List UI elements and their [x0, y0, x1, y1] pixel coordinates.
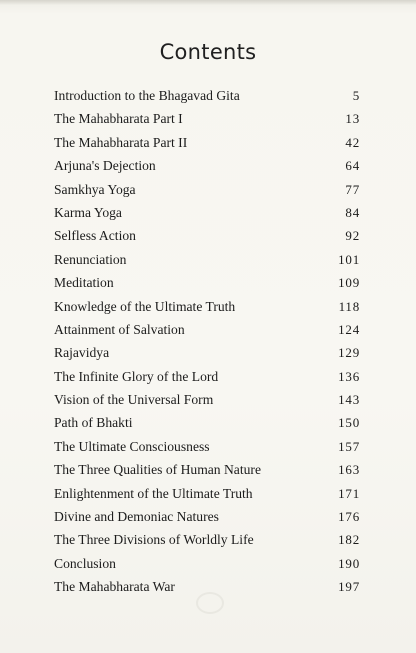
toc-entry-page: 101	[338, 251, 360, 267]
toc-entry-page: 64	[345, 158, 360, 174]
toc-entry-title: Divine and Demoniac Natures	[54, 509, 219, 525]
toc-entry-title: The Infinite Glory of the Lord	[54, 368, 219, 384]
page-title: Contents	[159, 40, 257, 64]
toc-entry	[54, 154, 360, 177]
toc-entry	[54, 178, 360, 201]
toc-entry-page: 176	[338, 509, 360, 525]
toc-entry	[54, 528, 360, 551]
toc-entry-page: 163	[338, 462, 360, 478]
toc-entry-page: 118	[338, 298, 360, 314]
toc-entry-page: 124	[338, 321, 360, 337]
toc-entry	[54, 575, 360, 598]
toc-entry-page: 77	[345, 181, 360, 197]
toc-entry-page: 150	[338, 415, 360, 431]
toc-entry-page: 13	[345, 111, 360, 127]
toc-entry	[54, 435, 360, 458]
toc-entry-title: Conclusion	[54, 555, 116, 571]
toc-entry-title: Attainment of Salvation	[54, 321, 185, 337]
toc-entry-title: Enlightenment of the Ultimate Truth	[54, 485, 253, 501]
toc-entry-title: Knowledge of the Ultimate Truth	[54, 298, 236, 314]
toc-entry-title: Arjuna's Dejection	[54, 158, 156, 174]
toc-entry	[54, 388, 360, 411]
toc-entry-page: 42	[345, 134, 360, 150]
toc-entry-page: 171	[338, 485, 360, 501]
toc-entry-title: Renunciation	[54, 251, 127, 267]
toc-entry-page: 157	[338, 438, 360, 454]
toc-entry	[54, 318, 360, 341]
toc-entry-page: 190	[338, 555, 360, 571]
toc-entry	[54, 248, 360, 271]
toc-entry	[54, 505, 360, 528]
toc-entry-title: The Mahabharata Part I	[54, 111, 183, 127]
toc-entry	[54, 201, 360, 224]
toc-entry	[54, 271, 360, 294]
toc-entry	[54, 131, 360, 154]
toc-entry-title: Introduction to the Bhagavad Gita	[54, 88, 240, 103]
toc-entry-title: The Mahabharata Part II	[54, 134, 188, 150]
toc-entry-title: Path of Bhakti	[54, 415, 133, 431]
toc-entry	[54, 411, 360, 434]
toc-entry-page: 136	[338, 368, 360, 384]
toc-entry-title: The Mahabharata War	[54, 579, 175, 595]
toc-entry-title: The Three Qualities of Human Nature	[54, 462, 261, 478]
toc-entry-title: The Three Divisions of Worldly Life	[54, 532, 254, 548]
page-top-shadow	[0, 0, 416, 5]
toc-entry-title: The Ultimate Consciousness	[54, 438, 210, 454]
toc-entry-title: Rajavidya	[54, 345, 110, 361]
toc-entry	[54, 224, 360, 247]
toc-entry	[54, 365, 360, 388]
toc-entry-page: 197	[338, 579, 360, 595]
toc-entry	[54, 458, 360, 481]
toc-entry-page: 182	[338, 532, 360, 548]
toc-entry	[54, 552, 360, 575]
toc-entry-title: Meditation	[54, 275, 114, 291]
toc-entry	[54, 107, 360, 130]
toc-entry	[54, 84, 360, 107]
table-of-contents	[54, 84, 360, 599]
toc-entry-page: 109	[338, 275, 360, 291]
toc-entry-page: 5	[352, 88, 360, 103]
toc-entry-page: 84	[345, 204, 360, 220]
toc-entry	[54, 482, 360, 505]
toc-entry	[54, 295, 360, 318]
toc-entry	[54, 341, 360, 364]
toc-entry-title: Selfless Action	[54, 228, 136, 244]
toc-entry-page: 92	[345, 228, 360, 244]
toc-entry-page: 129	[338, 345, 360, 361]
toc-entry-title: Vision of the Universal Form	[54, 392, 214, 408]
toc-entry-page: 143	[338, 392, 360, 408]
toc-entry-title: Karma Yoga	[54, 204, 122, 220]
toc-entry-title: Samkhya Yoga	[54, 181, 136, 197]
